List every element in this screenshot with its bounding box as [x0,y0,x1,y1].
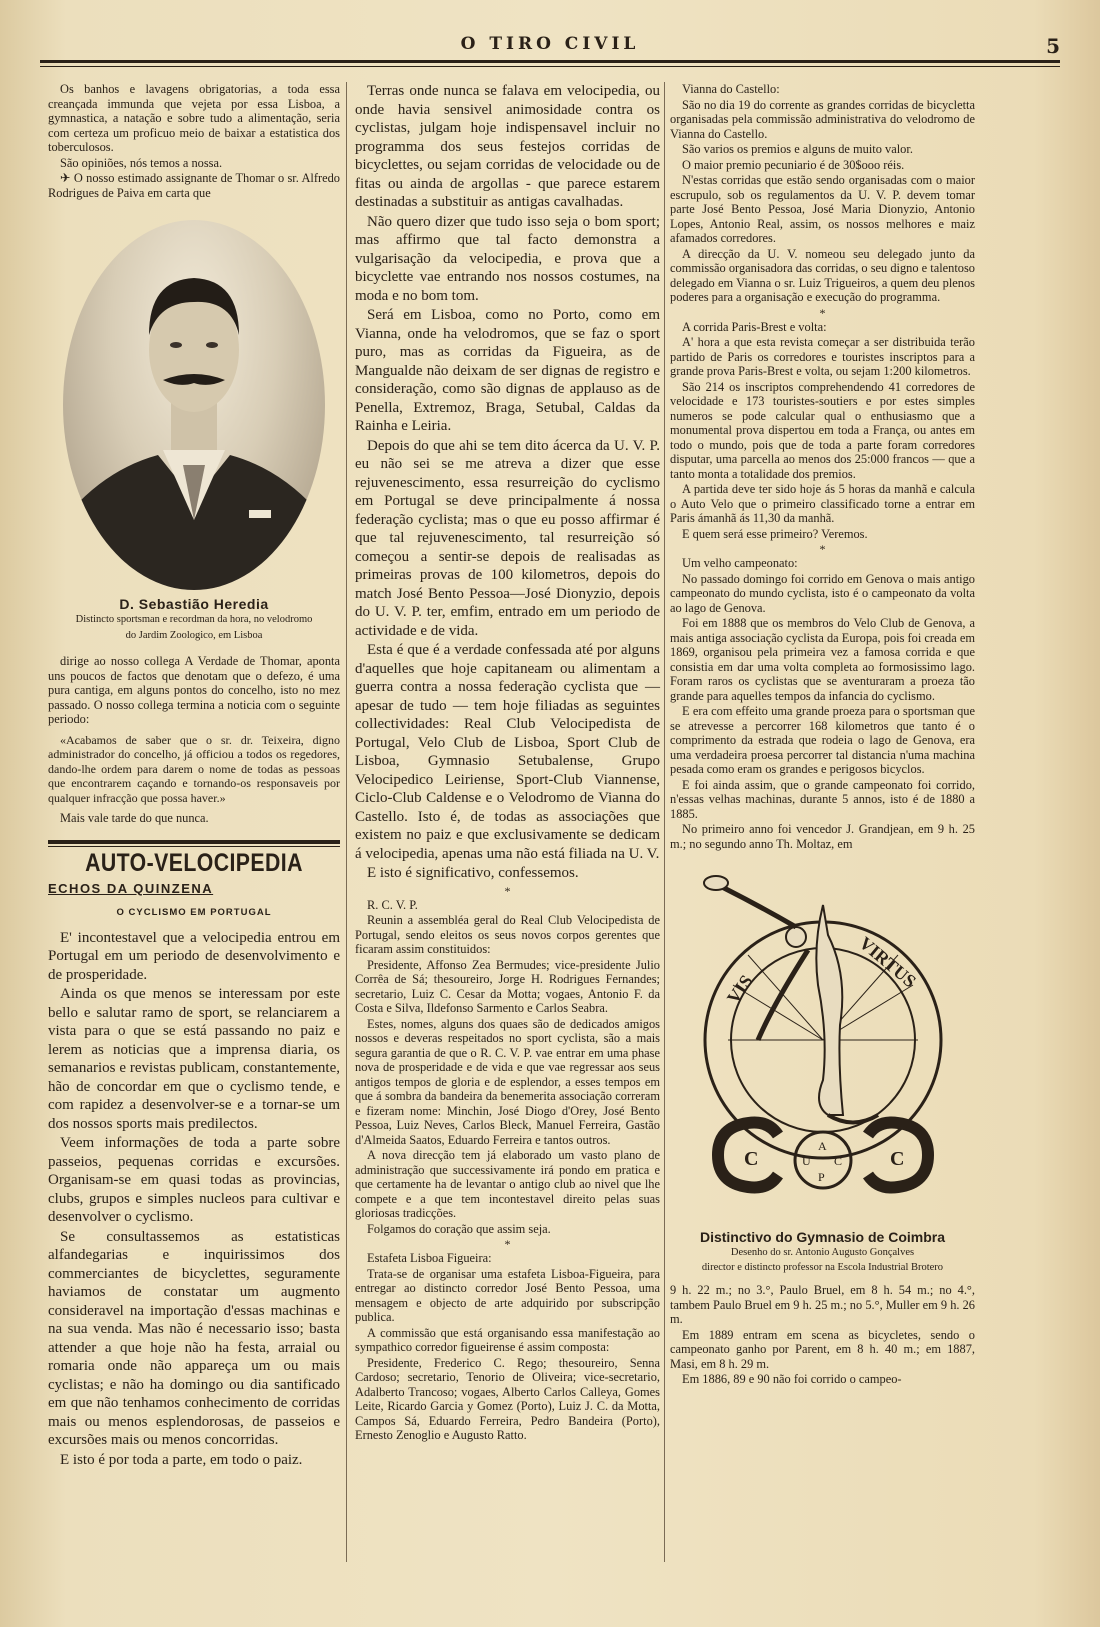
emblem-motto-right: VIRTUS [854,932,920,992]
paragraph: E era com effeito uma grande proeza para o sportsman que se atrevesse a percorrer 168 kilometros que tanto é o comprimento da estrada que rodeia o lago de Genova, era uma verdadeira proesa percorrer tal distancia n'uma machina pesada como eram os grandes e perigosos bicyclos. [670,704,975,776]
item-heading: A corrida Paris-Brest e volta: [682,319,827,334]
paragraph: E' incontestavel que a velocipedia entrou em Portugal em um periodo de desenvolvimento e de prosperidade. [48,929,340,983]
paragraph: A direcção da U. V. nomeou seu delegado junto da commissão organisadora das corridas, o seu digno e talentoso delegado em Vianna o sr. Luiz Trigueiros, a quem deu plenos poderes para a organisação e execução do programma. [670,246,975,304]
emblem-letter: U [801,1154,811,1168]
paragraph: E quem será esse primeiro? Veremos. [682,526,868,541]
subsection-title: ECHOS DA QUINZENA [48,880,214,896]
page-number: 5 [1046,34,1060,58]
portrait-photo [63,220,325,590]
emblem-letter: C [889,1148,904,1170]
column-divider [346,82,347,1562]
paragraph: Se consultassemos as estatisticas alfandegarias e inquirissimos dos commerciantes de bicyclettes, seguramente haviamos de constatar um augmento consideravel na importação d'essas machinas e na sua venda. Mas não é necessario isso; basta attender a que hoje não ha festa, arraial ou romaria onde não appareça um ou mais cyclistas; e não ha domingo ou dia santificado em que não tenhamos conhecimento de corridas mais ou menos esplendorosas, de passeios e excursões mais ou menos concorridas. [48,1228,340,1448]
paragraph: Mais vale tarde do que nunca. [60,811,209,825]
gymnasio-emblem [678,865,968,1225]
paragraph: Presidente, Affonso Zea Bermudes; vice-presidente Julio Corrêa de Sá; thesoureiro, Jorge H. Rodrigues Fernandes; secretario, Luiz C. Cesar da Motta; vogaes, Antonio F. da Costa e Silva, Ildefonso Sarmento e Carlos Seabra. [355,957,660,1015]
paragraph: N'estas corridas que estão sendo organisadas com o maior escrupulo, sob os regulamentos da U. V. P. devem tomar parte José Bento Pessoa, José Maria Dionyzio, Antonio Lopes, Antonio Real, assim, os nossos melhores e maiz afamados corredores. [670,173,975,245]
emblem-motto-left: VIS [722,971,756,1008]
paragraph: Em 1889 entram em scena as bicycletes, sendo o campeonato ganho por Parent, em 8 h. 40 m.; em 1887, Masi, em 8 h. 29 m. [670,1327,975,1371]
paragraph: Estes, nomes, alguns dos quaes são de dedicados amigos nossos e deveras respeitados no sport cyclista, são a mais segura garantia de que o R. C. V. P. vae entrar em uma phase nova de prosperidade e de vida e que vae regressar aos seus antigos tempos de gloria e de esplendor, a esses tempos em que á sombra da bandeira da benemerita associação correram e fizeram nome: Minchin, José Diogo d'Orey, José Bento Pessoa, Luiz Neves, Carlos Bleck, Manuel Ferreira, Gastão d'Almeida Saatos, Eduardo Ferreira e tantos outros. [355,1016,660,1147]
paragraph: O maior premio pecuniario é de 30$ooo réis. [682,157,905,172]
column-left [48,82,340,1470]
caption-line: Distincto sportsman e recordman da hora, no velodromo [75,614,313,625]
paragraph: E isto é por toda a parte, em todo o paiz. [60,1451,303,1468]
paragraph: 9 h. 22 m.; no 3.°, Paulo Bruel, em 8 h. 54 m.; no 4.°, tambem Paulo Bruel em 9 h. 25 m.; no 5.°, Muller em 9 h. 26 m. [670,1283,975,1326]
paragraph: Foi em 1888 que os membros do Velo Club de Genova, a mais antiga associação cyclista da Europa, pois foi creada em 1869, organisou pela primeira vez a famosa corrida e que consistia em dar uma volta completa ao formosissimo lago. Foram raros os cyclistas que se aventuraram a proeza tão grande para aquelles tempos da infancia do cyclismo. [670,616,975,703]
caption-line: do Jardim Zoologico, em Lisboa [125,630,263,641]
emblem-letter: C [743,1148,758,1170]
paragraph: No primeiro anno foi vencedor J. Grandjean, em 9 h. 25 m.; no segundo anno Th. Moltaz, em [670,822,975,851]
paragraph: Em 1886, 89 e 90 não foi corrido o campeo- [682,1372,902,1386]
paragraph: E foi ainda assim, que o grande campeonato foi corrido, n'essas velhas machinas, durante 5 annos, isto é de 1880 a 1885. [670,777,975,821]
paragraph: Folgamos do coração que assim seja. [367,1221,551,1236]
section-title: AUTO-VELOCIPEDIA [85,848,303,877]
paragraph: Depois do que ahi se tem dito ácerca da U. V. P. eu não sei se me atreva a dizer que esse rejuvenescimento, essa resurreição do cyclismo em Portugal se deve principalmente á nossa federação cyclista; mas o que eu posso affirmar é que tal rejuvenescimento, tal resurreição só começou a sentir-se depois de realisadas as primeiras provas de 100 kilometros, depois do match José Bento Pessoa—José Dionyzio, depois do U. V. P. ter, emfim, entrado em um periodo de actividade e de vida. [355,437,660,639]
emblem-letter: C [833,1154,842,1168]
article-kicker: O CYCLISMO EM PORTUGAL [116,906,272,918]
paragraph: Reunin a assembléa geral do Real Club Velocipedista de Portugal, sendo eleitos os seus novos corpos gerentes que ficaram assim constituidos: [355,913,660,956]
section-rule [48,846,340,847]
paragraph: A' hora a que esta revista começar a ser distribuida terão partido de Paris os corredores e touristes inscriptos para a grande prova Paris-Brest e volta, ou sejam 1:200 kilometros. [670,335,975,378]
paragraph: No passado domingo foi corrido em Genova o mais antigo campeonato do mundo cyclista, isto é o campeonato da volta ao lago de Genova. [670,571,975,615]
paragraph: São opiniões, nós temos a nossa. [60,155,223,170]
paragraph: Trata-se de organisar uma estafeta Lisboa-Figueira, para entregar ao distincto corredor José Bento Pessoa, uma mensagem e objecto de arte adquirido por subscripção publica. [355,1266,660,1324]
header-rule-thick [40,60,1060,63]
column-middle [355,82,660,1444]
section-rule [48,840,340,844]
paragraph: Veem informações de toda a parte sobre passeios, pequenas corridas e excursões. Organisam-se em quasi todas as provincias, clubs, grupos e simples nucleos para cultivar e desenvolver o cyclismo. [48,1135,340,1225]
item-heading: Vianna do Castello: [682,82,780,96]
paragraph: Será em Lisboa, como no Porto, como em Vianna, onde ha velodromos, que se faz o sport puro, mas as corridas da Figueira, as de Mangualde não deixam de ser dignas de registro e consideração, como são dignas de applauso as de Penella, Extremoz, Braga, Setubal, Caldas da Rainha e Leiria. [355,307,660,434]
column-right [670,82,975,1388]
paragraph: A nova direcção tem já elaborado um vasto plano de administração que successivamente irá pondo em pratica e que certamente ha de levantar o antigo club ao nivel que lhe compete e a que tem incontestavel direito pelas suas gloriosas tradicções. [355,1148,660,1220]
paragraph: ✈ O nosso estimado assignante de Thomar o sr. Alfredo Rodrigues de Paiva em carta que [48,171,340,200]
item-heading: R. C. V. P. [367,897,418,912]
paragraph: Esta é que é a verdade confessada até por alguns d'aquelles que hoje capitaneam ou alimentam a guerra contra a nossa federação cyclista que — apesar de tudo — tem hoje filiadas as seguintes collectividades: Real Club Velocipedista de Portugal, Velo Club de Lisboa, Sport Club de Lisboa, Gymnasio Setubalense, Grupo Velocipedico Leiriense, Sport-Club Viannense, Ciclo-Club Caldense e o Velodromo de Vianna do Castello. Isto é, de todas as associações que existem no paiz e que exclusivamente se dedicam á velocipedia, apenas uma não está filiada na U. V. [355,642,660,862]
separator-star: * [819,305,826,320]
paragraph: Terras onde nunca se falava em velocipedia, ou onde havia sensivel animosidade contra os cyclistas, julgam hoje indispensavel incluir no programma dos seus festejos corridas de bicyclettes, ou sejam corridas de velocidade ou de fitas ou ainda de argollas - que parece estarem destinadas a substituir as antigas cavalhadas. [355,83,660,210]
portrait-caption-name: D. Sebastião Heredia [119,596,269,612]
caption-line: director e distincto professor na Escola Industrial Brotero [701,1262,944,1273]
emblem-letter: P [817,1170,825,1184]
separator-star: * [504,883,511,898]
paragraph: São 214 os inscriptos comprehendendo 41 corredores de velocidade e 173 touristes-soutiers e por estes simples numeros se pode calcular qual o enthusiasmo que a monumental prova dispertou em toda a França, ou antes em todo o mundo, pois que de toda a parte foram corredores disputar, uma parcella ao menos dos 25:000 francos — que a tanto monta a totalidade dos premios. [670,379,975,481]
paragraph: São no dia 19 do corrente as grandes corridas de bicycletta organisadas pela commissão administrativa do velodromo de Vianna do Castello. [670,97,975,141]
emblem-subcaption [670,1245,975,1275]
caption-line: Desenho do sr. Antonio Augusto Gonçalves [730,1247,915,1258]
item-heading: Estafeta Lisboa Figueira: [367,1251,492,1265]
paragraph: São varios os premios e alguns de muito valor. [682,142,913,156]
paragraph: Ainda os que menos se interessam por este bello e salutar ramo de sport, se relanciarem a vista para o que se está passando no paiz e lerem as noticias que a imprensa diaria, os semanarios e revistas publicam, constantemente, hão de concordar em que o cyclismo tende, e com rapidez a desenvolver-se e a tornar-se um dos nossos sports mais predilectos. [48,986,340,1132]
page-header [40,28,1060,68]
masthead-title: O TIRO CIVIL [460,34,640,54]
item-heading: Um velho campeonato: [682,556,798,570]
separator-star: * [504,1237,511,1251]
emblem-letter: A [817,1139,827,1153]
separator-star: * [819,542,826,556]
quote-paragraph: «Acabamos de saber que o sr. dr. Teixeira, digno administrador do concelho, já officiou a todos os regedores, dando-lhe ordem para darem o nome de todas as pessoas que encontrarem caçando e tornando-os responsaveis por qualquer infracção que possa haver.» [48,732,340,805]
emblem-caption: Distinctivo do Gymnasio de Coimbra [699,1229,946,1245]
paragraph: A partida deve ter sido hoje ás 5 horas da manhã e calcula o Auto Velo que o primeiro classificado torne a entrar em Paris ámanhã ás 11,30 da manhã. [670,482,975,525]
paragraph: Presidente, Frederico C. Rego; thesoureiro, Senna Cardoso; secretario, Tenorio de Oliveira; vice-secretario, Adalberto Trancoso; vogaes, Alberto Carlos Calleya, Gomes Leite, Ricardo Garcia y Gomez (Porto), Luiz J. C. da Motta, Campos Sá, Eduardo Ferreira, Pedro Bandeira (Porto), Ernesto Zenoglio e Augusto Ratto. [355,1355,660,1442]
paragraph: Não quero dizer que tudo isso seja o bom sport; mas affirmo que tal facto demonstra a vulgarisação da velocipedia, e prova que a bicyclette vae entrando nos nossos costumes, na moda e no bom tom. [355,213,660,304]
column-divider [664,82,665,1562]
paragraph: dirige ao nosso collega A Verdade de Thomar, aponta uns poucos de factos que denotam que o defezo, é uma pura cantiga, em alguns pontos do concelho, isto no mez passado. O nosso collega termina a noticia com o seguinte periodo: [48,654,340,726]
paragraph: Os banhos e lavagens obrigatorias, a toda essa creançada immunda que vejeta por essa Lisboa, a gymnastica, a natação e sobre tudo a alimentação, seria com certeza um proficuo meio de baixar a estatistica dos toberculosos. [48,82,340,154]
paragraph: A commissão que está organisando essa manifestação ao sympathico corredor figueirense é assim composta: [355,1325,660,1354]
portrait-caption-desc [48,612,340,644]
paragraph: E isto é significativo, confessemos. [367,865,579,881]
header-rule-thin [40,66,1060,67]
